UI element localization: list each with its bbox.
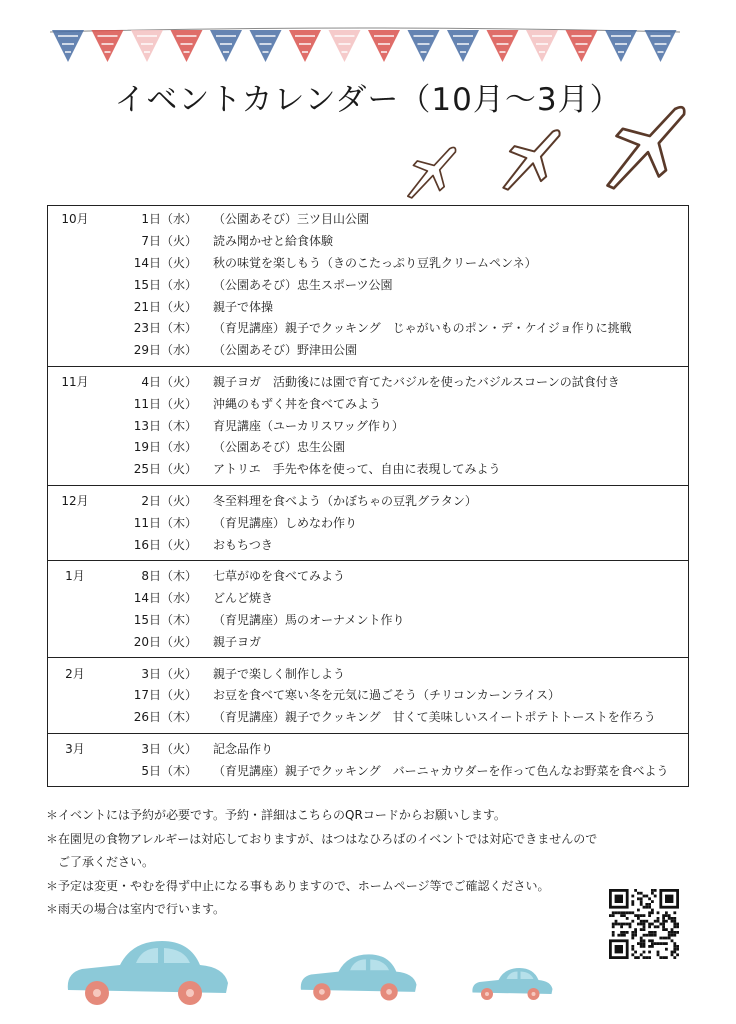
- month-block: [48, 206, 688, 366]
- event-row: [48, 252, 688, 274]
- bunting-flag: [605, 30, 637, 62]
- toy-car-icon: [469, 965, 555, 1001]
- event-title: （公園あそび）忠生スポーツ公園: [213, 277, 393, 292]
- event-title: （公園あそび）三ツ目山公園: [213, 212, 370, 227]
- event-date: 17日（火）: [133, 688, 197, 703]
- event-title: （公園あそび）忠生公園: [213, 440, 346, 455]
- event-title: 記念品作り: [213, 741, 274, 756]
- event-date: 5日（木）: [141, 763, 197, 778]
- event-row: [48, 511, 688, 533]
- event-date: 29日（水）: [133, 343, 197, 358]
- bunting-flag: [210, 30, 242, 62]
- note-line: ＊予定は変更・やむを得ず中止になる事もありますので、ホームページ等でご確認ください。: [46, 878, 550, 893]
- airplane-icon: [405, 143, 461, 199]
- event-title: おもちつき: [213, 537, 273, 552]
- event-row: [48, 414, 688, 436]
- event-title: アトリエ 手先や体を使って、自由に表現してみよう: [213, 462, 501, 477]
- event-date: 20日（火）: [133, 634, 197, 649]
- month-block: [48, 733, 688, 787]
- event-row: [48, 490, 688, 512]
- bunting-flag: [487, 30, 519, 62]
- event-title: （育児講座）親子でクッキング じゃがいものポン・デ・ケイジョ作りに挑戦: [213, 321, 632, 336]
- event-date: 15日（木）: [133, 612, 197, 627]
- event-date: 16日（火）: [133, 537, 197, 552]
- month-block: [48, 366, 688, 485]
- month-label: 10月: [61, 212, 89, 227]
- event-title: 親子で体操: [213, 299, 274, 314]
- event-row: [48, 371, 688, 393]
- event-date: 23日（木）: [133, 321, 197, 336]
- event-date: 3日（火）: [141, 666, 197, 681]
- month-block: [48, 560, 688, 657]
- toy-car-icon: [62, 935, 232, 1007]
- event-date: 14日（水）: [133, 591, 197, 606]
- page-title: イベントカレンダー（10月～3月）: [114, 82, 622, 118]
- event-row: [48, 230, 688, 252]
- event-title: 親子ヨガ: [213, 634, 262, 649]
- note-line: ＊雨天の場合は室内で行います。: [46, 902, 226, 916]
- event-date: 11日（火）: [133, 396, 197, 411]
- event-row: [48, 587, 688, 609]
- event-row: [48, 759, 688, 781]
- month-label: 12月: [61, 493, 89, 508]
- event-title: どんど焼き: [213, 591, 274, 606]
- bunting-flag: [645, 30, 677, 62]
- event-row: [48, 295, 688, 317]
- bunting-flag: [329, 30, 361, 62]
- event-title: （育児講座）親子でクッキング バーニャカウダーを作って色んなお野菜を食べよう: [213, 763, 669, 778]
- month-block: [48, 485, 688, 560]
- month-label: 1月: [65, 569, 85, 584]
- bunting-flag: [289, 30, 321, 62]
- event-row: [48, 565, 688, 587]
- event-title: 親子ヨガ 活動後には園で育てたバジルを使ったバジルスコーンの試食付き: [213, 374, 620, 389]
- event-date: 11日（木）: [133, 515, 197, 530]
- event-row: [48, 609, 688, 631]
- month-label: 11月: [61, 374, 89, 389]
- bunting-garland: [50, 22, 680, 72]
- event-row: [48, 317, 688, 339]
- event-title: 秋の味覚を楽しもう（きのこたっぷり豆乳クリームペンネ）: [213, 255, 537, 270]
- bunting-flag: [566, 30, 598, 62]
- event-title: お豆を食べて寒い冬を元気に過ごそう（チリコンカーンライス）: [213, 688, 561, 703]
- event-title: 冬至料理を食べよう（かぼちゃの豆乳グラタン）: [213, 493, 477, 508]
- month-label: 3月: [65, 741, 85, 756]
- note-line: ＊イベントには予約が必要です。予約・詳細はこちらのQRコードからお願いします。: [46, 808, 506, 822]
- event-row: [48, 339, 688, 361]
- event-title: （育児講座）しめなわ作り: [213, 515, 358, 530]
- bunting-flag: [92, 30, 124, 62]
- event-row: [48, 208, 688, 230]
- event-date: 25日（火）: [133, 462, 197, 477]
- event-row: [48, 273, 688, 295]
- event-row: [48, 684, 688, 706]
- event-row: [48, 706, 688, 728]
- event-title: 読み聞かせと給食体験: [213, 234, 334, 249]
- bunting-flag: [171, 30, 203, 62]
- airplane-icon: [500, 125, 566, 191]
- event-date: 8日（木）: [141, 569, 197, 584]
- event-title: 沖縄のもずく丼を食べてみよう: [213, 396, 382, 411]
- event-date: 4日（火）: [141, 374, 197, 389]
- event-date: 13日（木）: [133, 418, 197, 433]
- bunting-flag: [131, 30, 163, 62]
- event-date: 1日（水）: [141, 212, 197, 227]
- event-title: （公園あそび）野津田公園: [213, 343, 358, 358]
- bunting-flag: [408, 30, 440, 62]
- event-calendar-table: [47, 205, 689, 787]
- event-row: [48, 533, 688, 555]
- event-date: 21日（火）: [133, 299, 197, 314]
- month-block: [48, 657, 688, 732]
- event-row: [48, 458, 688, 480]
- bunting-flag: [52, 30, 84, 62]
- month-label: 2月: [65, 666, 85, 681]
- event-date: 2日（火）: [141, 493, 197, 508]
- bunting-flag: [368, 30, 400, 62]
- event-date: 14日（火）: [133, 255, 197, 270]
- bunting-flag: [250, 30, 282, 62]
- event-title: （育児講座）親子でクッキング 甘くて美味しいスイートポテトトーストを作ろう: [213, 710, 656, 725]
- event-date: 7日（火）: [141, 234, 197, 249]
- bunting-flag: [526, 30, 558, 62]
- event-row: [48, 392, 688, 414]
- event-date: 19日（水）: [133, 440, 197, 455]
- event-title: 七草がゆを食べてみよう: [213, 569, 346, 584]
- event-date: 26日（木）: [133, 710, 197, 725]
- event-title: 育児講座（ユーカリスワッグ作り）: [213, 418, 404, 433]
- qr-code[interactable]: [609, 889, 679, 959]
- notes-section: [46, 804, 597, 922]
- airplane-icon: [603, 100, 693, 190]
- event-row: [48, 436, 688, 458]
- bunting-flag: [447, 30, 479, 62]
- event-row: [48, 662, 688, 684]
- event-title: 親子で楽しく制作しよう: [213, 666, 346, 681]
- event-date: 3日（火）: [141, 741, 197, 756]
- event-row: [48, 630, 688, 652]
- event-row: [48, 738, 688, 760]
- note-line: ご了承ください。: [46, 855, 155, 869]
- event-date: 15日（水）: [133, 277, 197, 292]
- toy-car-icon: [296, 950, 420, 1002]
- event-title: （育児講座）馬のオーナメント作り: [213, 612, 405, 627]
- note-line: ＊在園児の食物アレルギーは対応しておりますが、はつはなひろばのイベントでは対応できませんので: [46, 831, 598, 846]
